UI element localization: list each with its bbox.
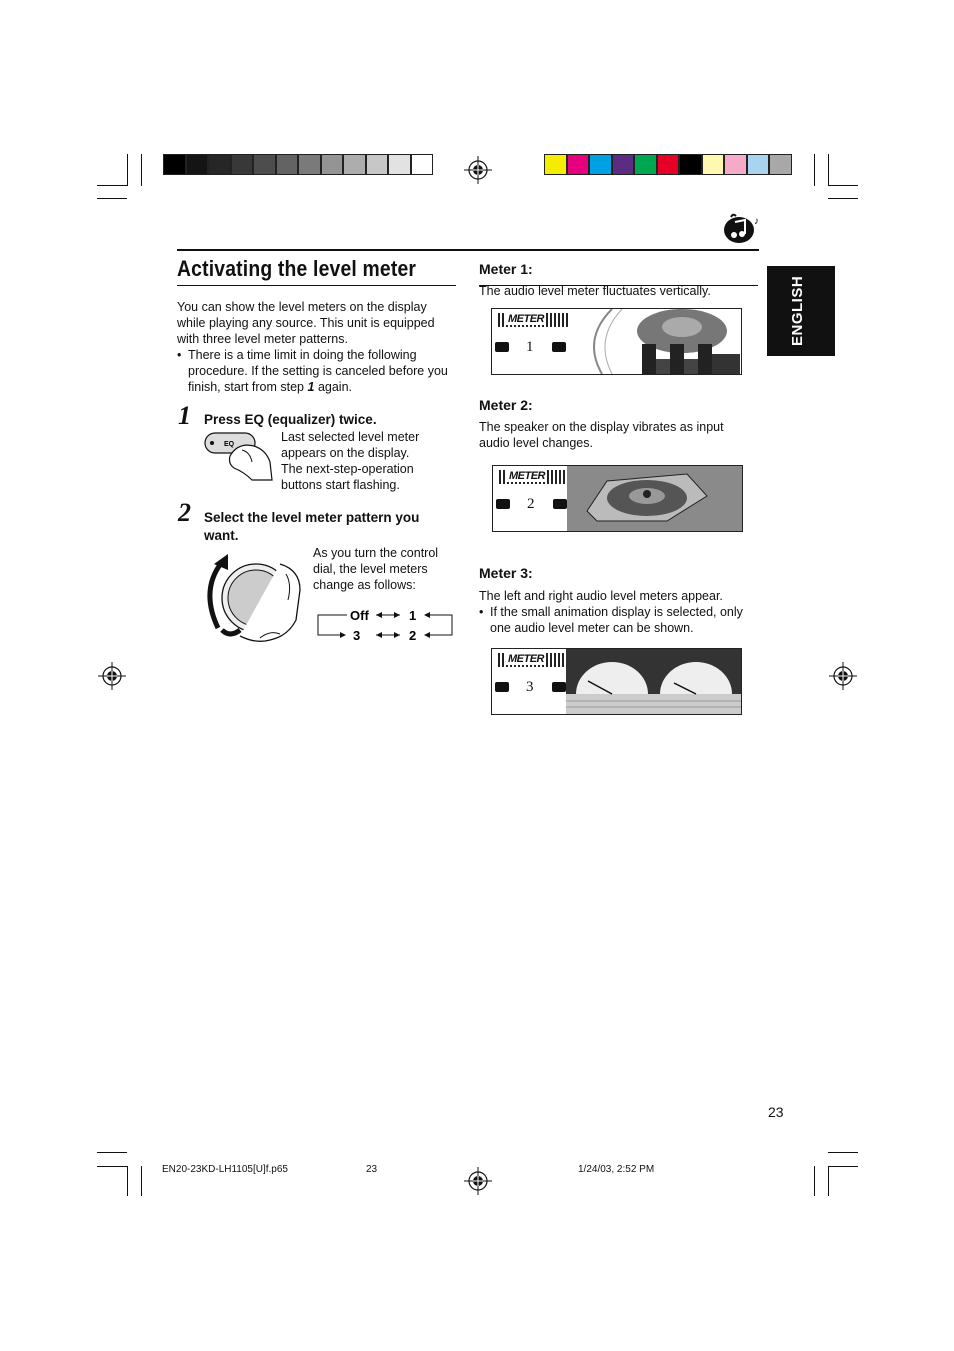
crop-mark	[814, 154, 815, 186]
meter-1-animation	[572, 309, 742, 374]
meter-3-text: The left and right audio level meters appear.	[479, 589, 723, 603]
step-1-text: Last selected level meter appears on the display. The next-step-operation buttons start flashing.	[281, 430, 420, 492]
crop-mark	[141, 154, 142, 186]
lcd-plus-button	[552, 342, 566, 352]
crop-mark	[828, 1166, 829, 1196]
bullet-dot: •	[479, 605, 484, 619]
crop-mark	[814, 1166, 815, 1196]
cycle-off: Off	[350, 608, 369, 623]
cycle-1: 1	[409, 608, 417, 623]
registration-target-icon	[829, 662, 857, 690]
registration-swatch	[298, 154, 321, 175]
lcd-number: 3	[526, 679, 534, 695]
crop-mark	[127, 1166, 128, 1196]
time-limit-note: There is a time limit in doing the following procedure. If the setting is canceled before you finish, start from step 1 again.	[188, 348, 448, 394]
registration-swatch	[276, 154, 299, 175]
meter-2-display	[492, 465, 743, 532]
step-2-text: As you turn the control dial, the level meters change as follows:	[313, 546, 439, 592]
meter-1-heading: Meter 1:	[479, 261, 533, 277]
crop-mark	[828, 185, 858, 186]
registration-swatch	[343, 154, 366, 175]
registration-swatch	[544, 154, 567, 175]
registration-swatch	[589, 154, 612, 175]
registration-swatch	[612, 154, 635, 175]
lcd-minus-button	[495, 342, 509, 352]
language-tab-label: ENGLISH	[789, 275, 806, 346]
registration-swatch	[411, 154, 434, 175]
music-note-icon	[721, 210, 763, 246]
registration-target-icon	[464, 156, 492, 184]
registration-swatch	[679, 154, 702, 175]
registration-swatch	[208, 154, 231, 175]
meter-1-display	[491, 308, 742, 375]
registration-swatch	[186, 154, 209, 175]
footer-filename: EN20-23KD-LH1105[U]f.p65	[162, 1164, 288, 1175]
lcd-minus-button	[495, 682, 509, 692]
registration-swatch	[769, 154, 792, 175]
meter-cycle-diagram	[314, 603, 456, 645]
crop-mark	[828, 198, 858, 199]
eq-button-press-icon	[200, 428, 280, 484]
registration-swatch	[657, 154, 680, 175]
bullet-dot: •	[177, 348, 182, 362]
lcd-label: METER	[499, 470, 569, 484]
cycle-3: 3	[353, 628, 361, 643]
crop-mark	[828, 1152, 858, 1153]
footer-page: 23	[366, 1164, 378, 1175]
step-1-heading: Press EQ (equalizer) twice.	[204, 412, 377, 427]
step-1-number: 1	[178, 401, 191, 430]
step-2-heading: Select the level meter pattern you want.	[204, 510, 420, 543]
step-2-number: 2	[178, 498, 191, 527]
page-title: Activating the level meter	[177, 256, 417, 281]
registration-target-icon	[464, 1167, 492, 1195]
lcd-minus-button	[496, 499, 510, 509]
lcd-label: METER	[498, 313, 568, 327]
registration-swatch	[253, 154, 276, 175]
meter-3-note: If the small animation display is selected, only one audio level meter can be shown.	[490, 605, 743, 635]
crop-mark	[828, 154, 829, 186]
lcd-number: 1	[526, 339, 534, 355]
header-rule	[177, 249, 759, 251]
registration-swatch	[321, 154, 344, 175]
cycle-2: 2	[409, 628, 417, 643]
crop-mark	[127, 154, 128, 186]
page-number: 23	[768, 1104, 784, 1120]
meter-2-heading: Meter 2:	[479, 397, 533, 413]
registration-swatch	[567, 154, 590, 175]
lcd-plus-button	[552, 682, 566, 692]
registration-swatch	[747, 154, 770, 175]
crop-mark	[828, 1166, 858, 1167]
registration-swatch	[724, 154, 747, 175]
lcd-plus-button	[553, 499, 567, 509]
registration-swatch	[366, 154, 389, 175]
meter-3-animation	[566, 649, 742, 714]
control-dial-icon	[200, 550, 310, 650]
crop-mark	[97, 185, 127, 186]
title-underline	[177, 285, 456, 286]
crop-mark	[141, 1166, 142, 1196]
footer-date: 1/24/03, 2:52 PM	[578, 1164, 655, 1175]
meter-1-text: The audio level meter fluctuates vertically.	[479, 284, 711, 298]
language-tab	[767, 266, 835, 356]
registration-swatch	[163, 154, 186, 175]
meter-2-animation	[567, 466, 743, 531]
meter-3-display	[491, 648, 742, 715]
registration-swatch	[702, 154, 725, 175]
svg-text:♪: ♪	[754, 216, 759, 227]
registration-target-icon	[98, 662, 126, 690]
registration-swatch	[231, 154, 254, 175]
meter-2-text: The speaker on the display vibrates as input audio level changes.	[479, 420, 724, 450]
crop-mark	[97, 1166, 127, 1167]
eq-button-label: EQ	[224, 441, 235, 448]
registration-swatch	[388, 154, 411, 175]
lcd-label: METER	[498, 653, 568, 667]
registration-swatch	[634, 154, 657, 175]
intro-paragraph: You can show the level meters on the display while playing any source. This unit is equipped with three level meter patterns.	[177, 300, 435, 346]
crop-mark	[97, 198, 127, 199]
crop-mark	[97, 1152, 127, 1153]
meter-3-heading: Meter 3:	[479, 565, 533, 581]
lcd-number: 2	[527, 496, 535, 512]
